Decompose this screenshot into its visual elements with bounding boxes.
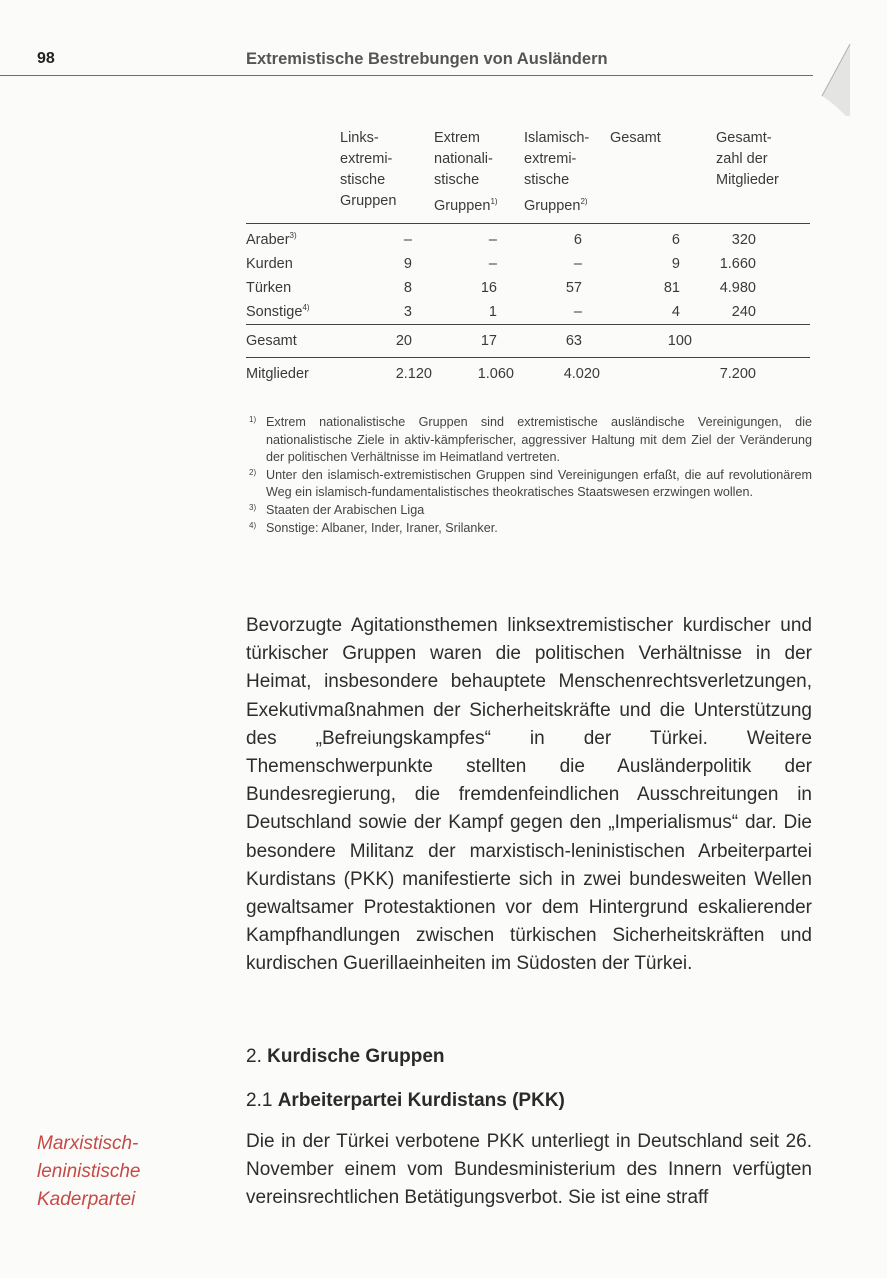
table-cell: 81 (663, 279, 680, 296)
margin-note: Marxistisch- leninistische Kaderpartei (37, 1133, 141, 1210)
page-curl-decoration (812, 40, 852, 120)
table-row-araber (246, 223, 810, 252)
table-cell: 6 (524, 223, 610, 252)
table-row-sonstige (246, 300, 810, 325)
subsection-heading: 2.1 Arbeiterpartei Kurdistans (PKK) (246, 1090, 565, 1111)
table-cell: 320 (694, 223, 810, 252)
running-title: Extremistische Bestrebungen von Ausländern (246, 50, 608, 68)
table-cell: 8 (403, 279, 412, 296)
table-cell: 1.060 (434, 357, 524, 390)
table-cell: – (573, 303, 582, 320)
table-row-kurden (246, 252, 810, 276)
column-header-left-extremist: Links- extremi- stische Gruppen (340, 130, 397, 209)
table-cell: 1.660 (719, 255, 756, 272)
row-label: Türken (246, 279, 292, 296)
table-header-row (246, 128, 810, 223)
footnote: 2) Unter den islamisch-extremistischen Gruppen sind Vereinigungen erfaßt, die auf revolutionärem Weg ein islamisch-fundamentalistisches theokratisches Staatswesen erzwingen wollen. (249, 467, 812, 500)
table-cell: 20 (340, 324, 434, 357)
footnote: 4) Sonstige: Albaner, Inder, Iraner, Srilanker. (249, 520, 498, 535)
table-cell: 3 (403, 303, 412, 320)
table-cell: – (573, 255, 582, 272)
table-cell: – (434, 223, 524, 252)
row-label: Mitglieder (246, 357, 340, 390)
page-number: 98 (37, 50, 55, 67)
table-cell: 100 (610, 324, 694, 357)
section-heading: 2. Kurdische Gruppen (246, 1046, 445, 1067)
header-stub (246, 128, 340, 223)
body-paragraph: Die in der Türkei verbotene PKK unterliegt in Deutschland seit 26. November einem vom Bundesministerium des Innern verfügten vereinsrechtlichen Betätigungsverbot. Sie ist eine straff (246, 1131, 812, 1209)
table-row-tuerken (246, 276, 810, 300)
column-header-total-members: Gesamt- zahl der Mitglieder (716, 130, 779, 188)
table-cell (610, 357, 694, 390)
column-header-total: Gesamt (610, 130, 661, 146)
table-cell: 4.020 (524, 357, 610, 390)
table-cell: 2.120 (340, 357, 434, 390)
table-cell: – (488, 255, 497, 272)
table-cell: 1 (488, 303, 497, 320)
table-cell: 9 (671, 255, 680, 272)
table-cell (694, 324, 810, 357)
table-footnotes (246, 414, 812, 537)
body-paragraph: Bevorzugte Agitationsthemen linksextremistischer kurdischer und türkischer Gruppen waren die politischen Verhältnisse in der Heimat, insbesondere behauptete Menschenrechtsverletzungen, Exekutivmaßnahmen der Sicherheitskräfte und die Unterstützung des „Befreiungskampfes“ in der Türkei. Weitere Themenschwerpunkte stellten die Ausländerpolitik der Bundesregierung, die fremdenfeindlichen Ausschreitungen in Deutschland sowie der Kampf gegen den „Imperialismus“ dar. Die besondere Militanz der marxistisch-leninistischen Arbeiterpartei Kurdistans (PKK) manifestierte sich in zwei bundesweiten Wellen gewaltsamer Protestaktionen vor dem Hintergrund eskalierender Kampfhandlungen zwischen türkischen Sicherheitskräften und kurdischen Guerillaeinheiten im Südosten der Türkei. (246, 615, 812, 975)
row-label: Kurden (246, 255, 293, 272)
row-label: Araber$^{3)}$ (246, 223, 340, 252)
footnote: 1) Extrem nationalistische Gruppen sind extremistische ausländische Vereinigungen, die nationalistische Ziele in aktiv-kämpferischer, aggressiver Haltung mit dem Ziel der Veränderung der politischen Verhältnisse im Heimatland vertreten. (249, 415, 812, 465)
table-cell: 6 (610, 223, 694, 252)
table-cell: 240 (731, 303, 756, 320)
table-cell: 7.200 (694, 357, 810, 390)
table-cell: 4.980 (719, 279, 756, 296)
table-cell: 9 (403, 255, 412, 272)
table-cell: 63 (524, 324, 610, 357)
row-label: Gesamt (246, 324, 340, 357)
statistics-table (246, 128, 810, 390)
table-cell: 17 (434, 324, 524, 357)
header-rule (0, 75, 813, 76)
column-header-islamist: Islamisch- extremi- stische Gruppen$^{2)}$ (524, 130, 590, 214)
footnote: 3) Staaten der Arabischen Liga (249, 502, 425, 517)
table-cell: – (340, 223, 434, 252)
table-row-total (246, 324, 810, 357)
row-label: Sonstige$^{4)}$ (246, 303, 310, 321)
column-header-nationalist: Extrem nationali- stische Gruppen$^{1)}$ (434, 130, 498, 214)
table-row-members (246, 357, 810, 390)
table-cell: 16 (480, 279, 497, 296)
table-cell: 57 (565, 279, 582, 296)
table-cell: 4 (671, 303, 680, 320)
